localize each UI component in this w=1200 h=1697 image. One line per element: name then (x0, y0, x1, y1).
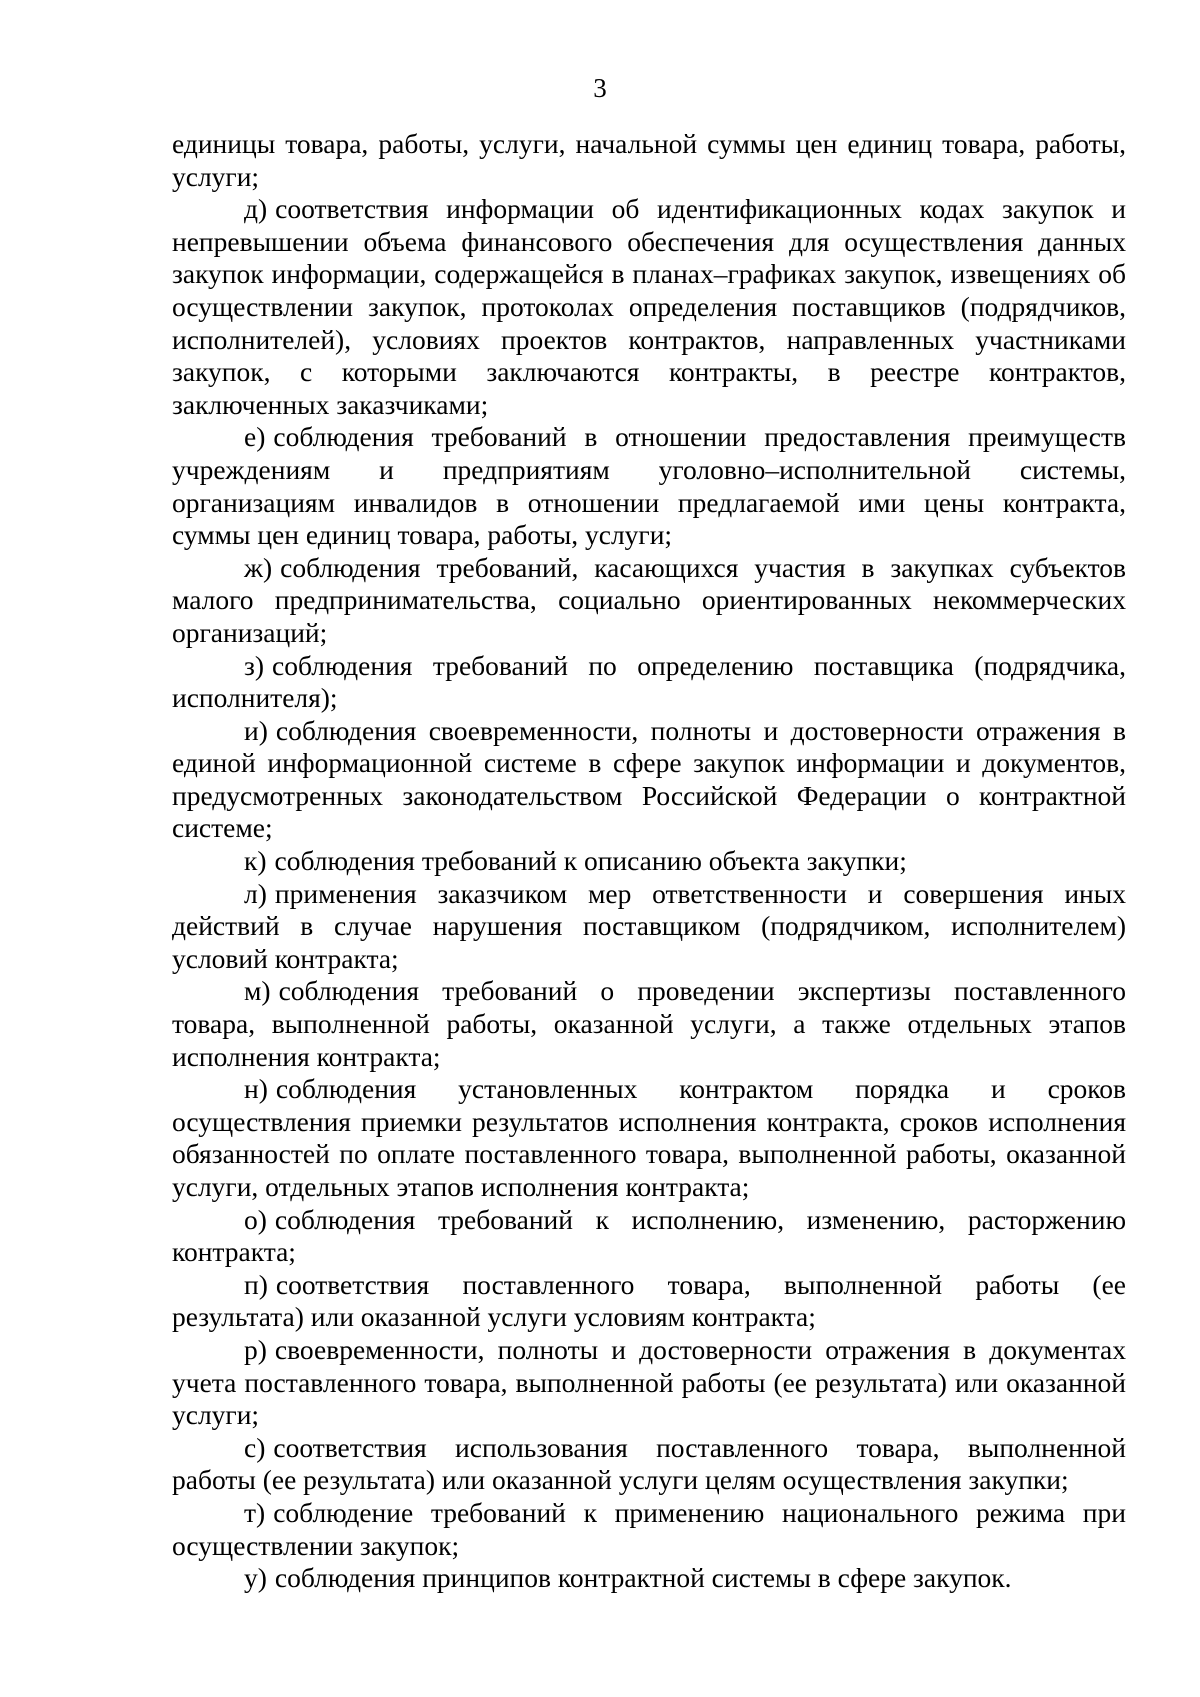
list-item-k (172, 845, 1126, 878)
paragraph-continuation (172, 128, 1126, 193)
list-marker: д) (244, 193, 268, 225)
list-item-text: применения заказчиком мер ответственности и совершения иных действий в случае нарушения поставщиком (подрядчиком, исполнителем) условий контракта; (172, 877, 1126, 974)
list-marker: у) (244, 1562, 267, 1594)
list-marker: з) (244, 649, 265, 681)
list-item-s (172, 1432, 1126, 1497)
list-item-text: соответствия информации об идентификационных кодах закупок и непревышении объема финансового обеспечения для осуществления данных закупок информации, содержащейся в планах–графиках закупок, извещениях об осуществлении закупок, протоколах определения поставщиков (подрядчиков, исполнителей), условиях проектов контрактов, направленных участниками закупок, с которыми заключаются контракты, в реестре контрактов, заключенных заказчиками; (172, 193, 1126, 420)
list-marker: с) (244, 1431, 266, 1463)
list-item-text: соответствия использования поставленного товара, выполненной работы (ее результата) или оказанной услуги целям осуществления закупки; (172, 1431, 1126, 1496)
list-item-text: соблюдения требований к описанию объекта закупки; (274, 845, 907, 877)
list-item-text: соответствия поставленного товара, выполненной работы (ее результата) или оказанной услуги условиям контракта; (172, 1268, 1126, 1333)
list-item-u (172, 1562, 1126, 1595)
list-marker: ж) (244, 551, 273, 583)
list-marker: п) (244, 1268, 268, 1300)
list-item-text: соблюдение требований к применению национального режима при осуществлении закупок; (172, 1496, 1126, 1561)
list-item-text: соблюдения требований в отношении предоставления преимуществ учреждениям и предприятиям уголовно–исполнительной системы, организациям инвалидов в отношении предлагаемой ими цены контракта, суммы цен единиц товара, работы, услуги; (172, 421, 1126, 551)
list-item-m (172, 975, 1126, 1073)
list-marker: н) (244, 1073, 268, 1105)
list-item-i (172, 715, 1126, 845)
list-item-t (172, 1497, 1126, 1562)
list-item-text: своевременности, полноты и достоверности отражения в документах учета поставленного товара, выполненной работы (ее результата) или оказанной услуги; (172, 1333, 1126, 1431)
list-item-n (172, 1073, 1126, 1203)
list-marker: к) (244, 845, 267, 877)
list-item-p (172, 1269, 1126, 1334)
list-item-d (172, 193, 1126, 421)
list-item-zh (172, 552, 1126, 650)
page-number: 3 (593, 73, 607, 103)
list-item-e (172, 421, 1126, 551)
list-item-text: соблюдения принципов контрактной системы в сфере закупок. (274, 1562, 1012, 1594)
list-item-text: соблюдения своевременности, полноты и достоверности отражения в единой информационной системе в сфере закупок информации и документов, предусмотренных законодательством Российской Федерации о контрактной системе; (172, 714, 1126, 844)
list-marker: м) (244, 975, 271, 1007)
paragraph-text: единицы товара, работы, услуги, начальной суммы цен единиц товара, работы, услуги; (172, 128, 1126, 192)
list-marker: р) (244, 1333, 267, 1365)
list-marker: о) (244, 1203, 267, 1235)
list-marker: т) (244, 1496, 266, 1528)
list-item-text: соблюдения требований о проведении экспертизы поставленного товара, выполненной работы, оказанной услуги, а также отдельных этапов исполнения контракта; (172, 975, 1126, 1072)
list-marker: и) (244, 714, 268, 746)
list-item-z (172, 650, 1126, 715)
list-item-l (172, 878, 1126, 976)
list-marker: л) (244, 877, 267, 909)
list-item-r (172, 1334, 1126, 1432)
list-item-text: соблюдения требований к исполнению, изменению, расторжению контракта; (172, 1203, 1126, 1268)
list-item-o (172, 1204, 1126, 1269)
document-body (172, 128, 1126, 1595)
list-item-text: соблюдения требований, касающихся участия в закупках субъектов малого предпринимательства, социально ориентированных некоммерческих организаций; (172, 551, 1126, 648)
list-item-text: соблюдения требований по определению поставщика (подрядчика, исполнителя); (172, 649, 1126, 714)
list-item-text: соблюдения установленных контрактом порядка и сроков осуществления приемки результатов исполнения контракта, сроков исполнения обязанностей по оплате поставленного товара, выполненной работы, оказанной услуги, отдельных этапов исполнения контракта; (172, 1073, 1126, 1202)
list-marker: е) (244, 421, 266, 453)
